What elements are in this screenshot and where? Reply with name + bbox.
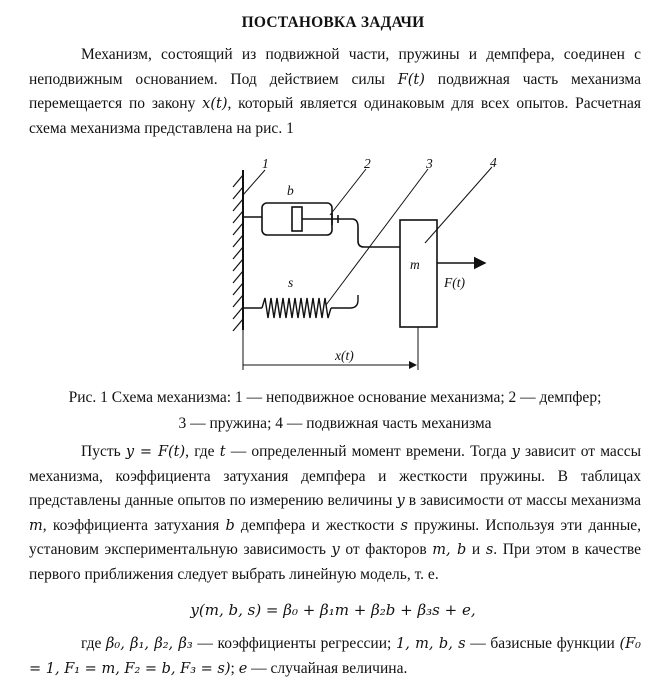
spring [243, 295, 358, 318]
label-3: 3 [426, 156, 433, 171]
body-text: демпфера и жесткости [234, 516, 401, 534]
label-1: 1 [262, 156, 269, 171]
math-inline: b [225, 517, 235, 534]
intro-paragraph [29, 43, 641, 141]
body-text: и [466, 541, 486, 559]
body-text: — базисные функции [465, 635, 620, 652]
fixed-base-wall [233, 170, 243, 331]
body-text: зависит от массы механизма, коэффициента затухания демпфера и жесткости пружины. В таблицах представлены данные опытов по измерению величины [29, 443, 641, 510]
body-text: — коэффициенты регрессии; [192, 635, 396, 652]
math-inline: (F₀ = 1, F₁ = m, F₂ = b, F₃ = s) [29, 636, 641, 677]
body-text: , где [185, 443, 220, 460]
body-text: — случайная величина. [247, 659, 408, 677]
caption-line: 3 — пружина; 4 — подвижная часть механизма [178, 414, 492, 432]
document-title: ПОСТАНОВКА ЗАДАЧИ [241, 14, 425, 31]
math-inline: m [29, 517, 43, 534]
intro-text: Механизм, состоящий из подвижной части, пружины и демпфера, соединен с неподвижным основанием. Под действием силы [29, 46, 641, 88]
math-inline: s [400, 517, 408, 534]
body-text: в зависимости от массы механизма [404, 492, 641, 510]
closing-paragraph [29, 632, 641, 681]
intro-text: подвижная часть механизма перемещается по закону [29, 70, 641, 113]
body-text: , коэффициента затухания [42, 516, 226, 534]
intro-text: , который является одинаковым для всех опытов. Расчетная схема механизма представлена на рис. 1 [29, 95, 641, 137]
label-m: m [410, 257, 420, 272]
law-symbol: x(t) [202, 96, 228, 113]
math-inline: s [485, 542, 494, 559]
math-inline: y [331, 542, 340, 559]
math-inline: e [238, 660, 248, 677]
math-inline: y = F(t) [125, 444, 186, 460]
displacement-dimension [243, 327, 418, 370]
body-text: пружины. Используя эти данные, установим экспериментальную зависимость [29, 516, 641, 559]
math-inline: y [396, 493, 405, 510]
mechanism-diagram [0, 155, 666, 380]
figure-caption [29, 385, 641, 436]
label-2: 2 [364, 156, 371, 171]
math-inline: t [219, 444, 226, 460]
caption-line: Рис. 1 Схема механизма: 1 — неподвижное основание механизма; 2 — демпфер; [68, 389, 602, 406]
math-inline: β₀, β₁, β₂, β₃ [106, 636, 193, 652]
body-text: где [81, 635, 106, 652]
regression-formula: y(m, b, s) = β₀ + β₁m + β₂b + β₃s + e, [190, 601, 476, 619]
label-b: b [287, 183, 294, 198]
label-force: F(t) [444, 275, 465, 290]
label-displacement: x(t) [335, 348, 354, 363]
body-text: . При этом в качестве первого приближения следует выбрать линейную модель, т. е. [29, 541, 642, 583]
math-inline: y [511, 444, 520, 460]
math-inline: m, b [432, 542, 467, 559]
damper [243, 203, 400, 247]
force-symbol: F(t) [397, 71, 425, 88]
body-paragraph [29, 440, 641, 588]
label-4: 4 [490, 155, 497, 170]
body-text: от факторов [339, 541, 433, 559]
body-text: Пусть [81, 443, 126, 460]
body-text: — определенный момент времени. Тогда [225, 443, 512, 460]
body-text: ; [230, 659, 239, 677]
label-s: s [288, 275, 294, 290]
math-inline: 1, m, b, s [395, 636, 466, 652]
